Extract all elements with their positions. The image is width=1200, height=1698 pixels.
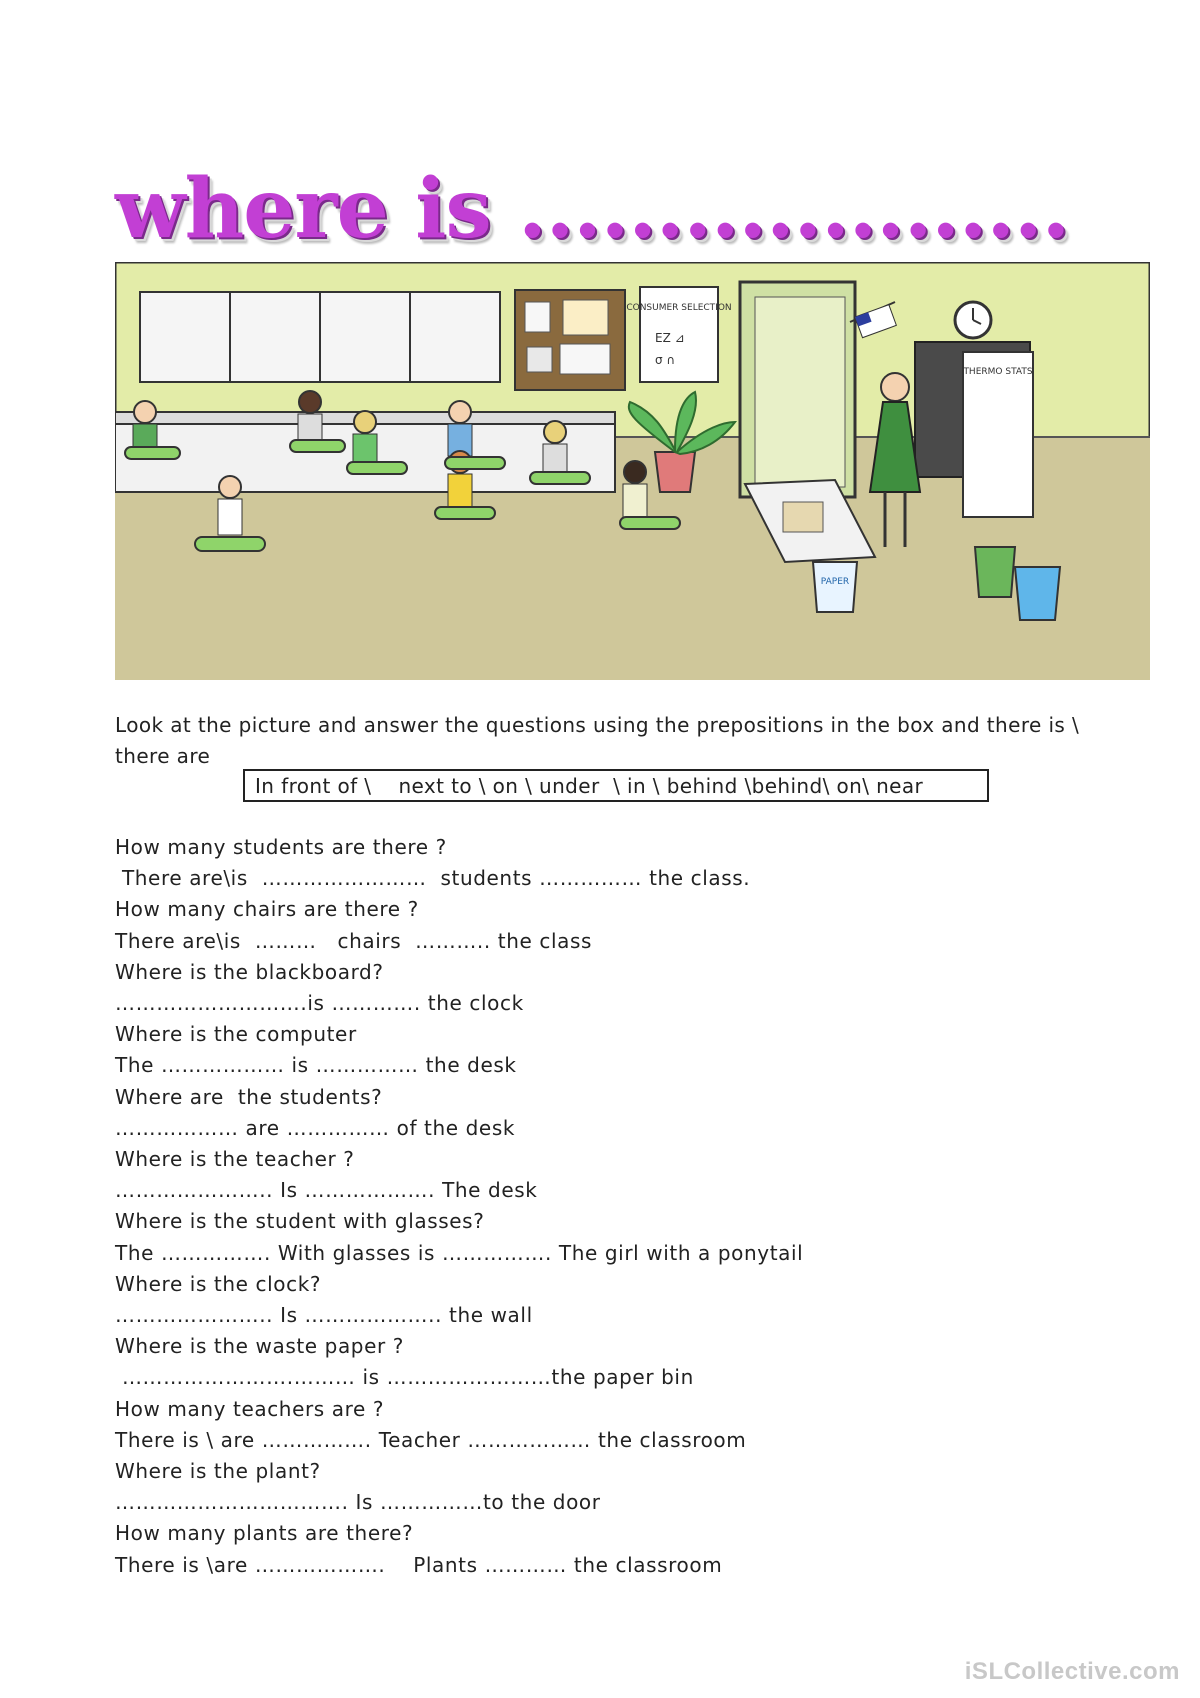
paper-bin [813,562,857,612]
worksheet-title: where is .................... [115,161,1070,257]
answer-line: There is \ are ……………. Teacher ……………… the classroom [115,1427,747,1452]
question-line: How many teachers are ? [115,1396,385,1421]
question-line: Where is the student with glasses? [115,1209,485,1234]
answer-line: There are\is …………………… students …………… the class. [115,866,751,891]
poster-text: CONSUMER SELECTION [626,303,732,313]
question-line: How many chairs are there ? [115,897,419,922]
answer-line: There are\is ……… chairs ……….. the class [115,928,593,953]
question-line: Where is the clock? [115,1271,322,1296]
wall-clock [955,302,991,338]
question-line: Where is the waste paper ? [115,1334,404,1359]
wall-cabinets [140,292,500,382]
question-line: Where is the computer [115,1022,357,1047]
classroom-door [740,282,855,497]
blue-bin [1015,567,1060,620]
question-line: Where is the blackboard? [115,959,384,984]
green-bin [975,547,1015,597]
question-line: How many plants are there? [115,1521,414,1546]
svg-text:σ ∩: σ ∩ [655,353,676,367]
answer-line: There is \are ………………. Plants ………… the classroom [115,1552,723,1577]
question-line: Where are the students? [115,1084,383,1109]
answer-line: …………………….……… is ……………………the paper bin [115,1365,694,1390]
consumer-poster [626,287,731,382]
answer-line: The ……………. With glasses is ……………. The girl with a ponytail [115,1240,804,1265]
question-line: How many students are there ? [115,835,447,859]
answer-line: ………………….. Is ………………. The desk [115,1178,538,1203]
question-line: Where is the teacher ? [115,1147,355,1172]
answer-line: ………………….. Is ……………….. the wall [115,1303,533,1328]
question-answer-list [115,832,1115,1581]
svg-text:EZ ⊿: EZ ⊿ [655,331,685,345]
answer-line: The ……………… is …………… the desk [115,1053,517,1078]
computer [783,502,823,532]
question-line: Where is the plant? [115,1459,321,1484]
bulletin-board [515,290,625,390]
instructions-text: Look at the picture and answer the questions using the prepositions in the box and there is \ there are [115,713,1080,768]
prepositions-box: In front of \ next to \ on \ under \ in \ behind \behind\ on\ near [243,769,989,802]
answer-line: ……………………….is …………. the clock [115,991,524,1016]
site-watermark: iSLCollective.com [964,1658,1180,1685]
answer-line: ……………… are …………… of the desk [115,1115,516,1140]
classroom-illustration [115,262,1150,680]
answer-line: ……………………………. Is ……………to the door [115,1490,601,1515]
board-text: THERMO STATS [963,367,1033,377]
svg-text:PAPER: PAPER [820,577,850,587]
